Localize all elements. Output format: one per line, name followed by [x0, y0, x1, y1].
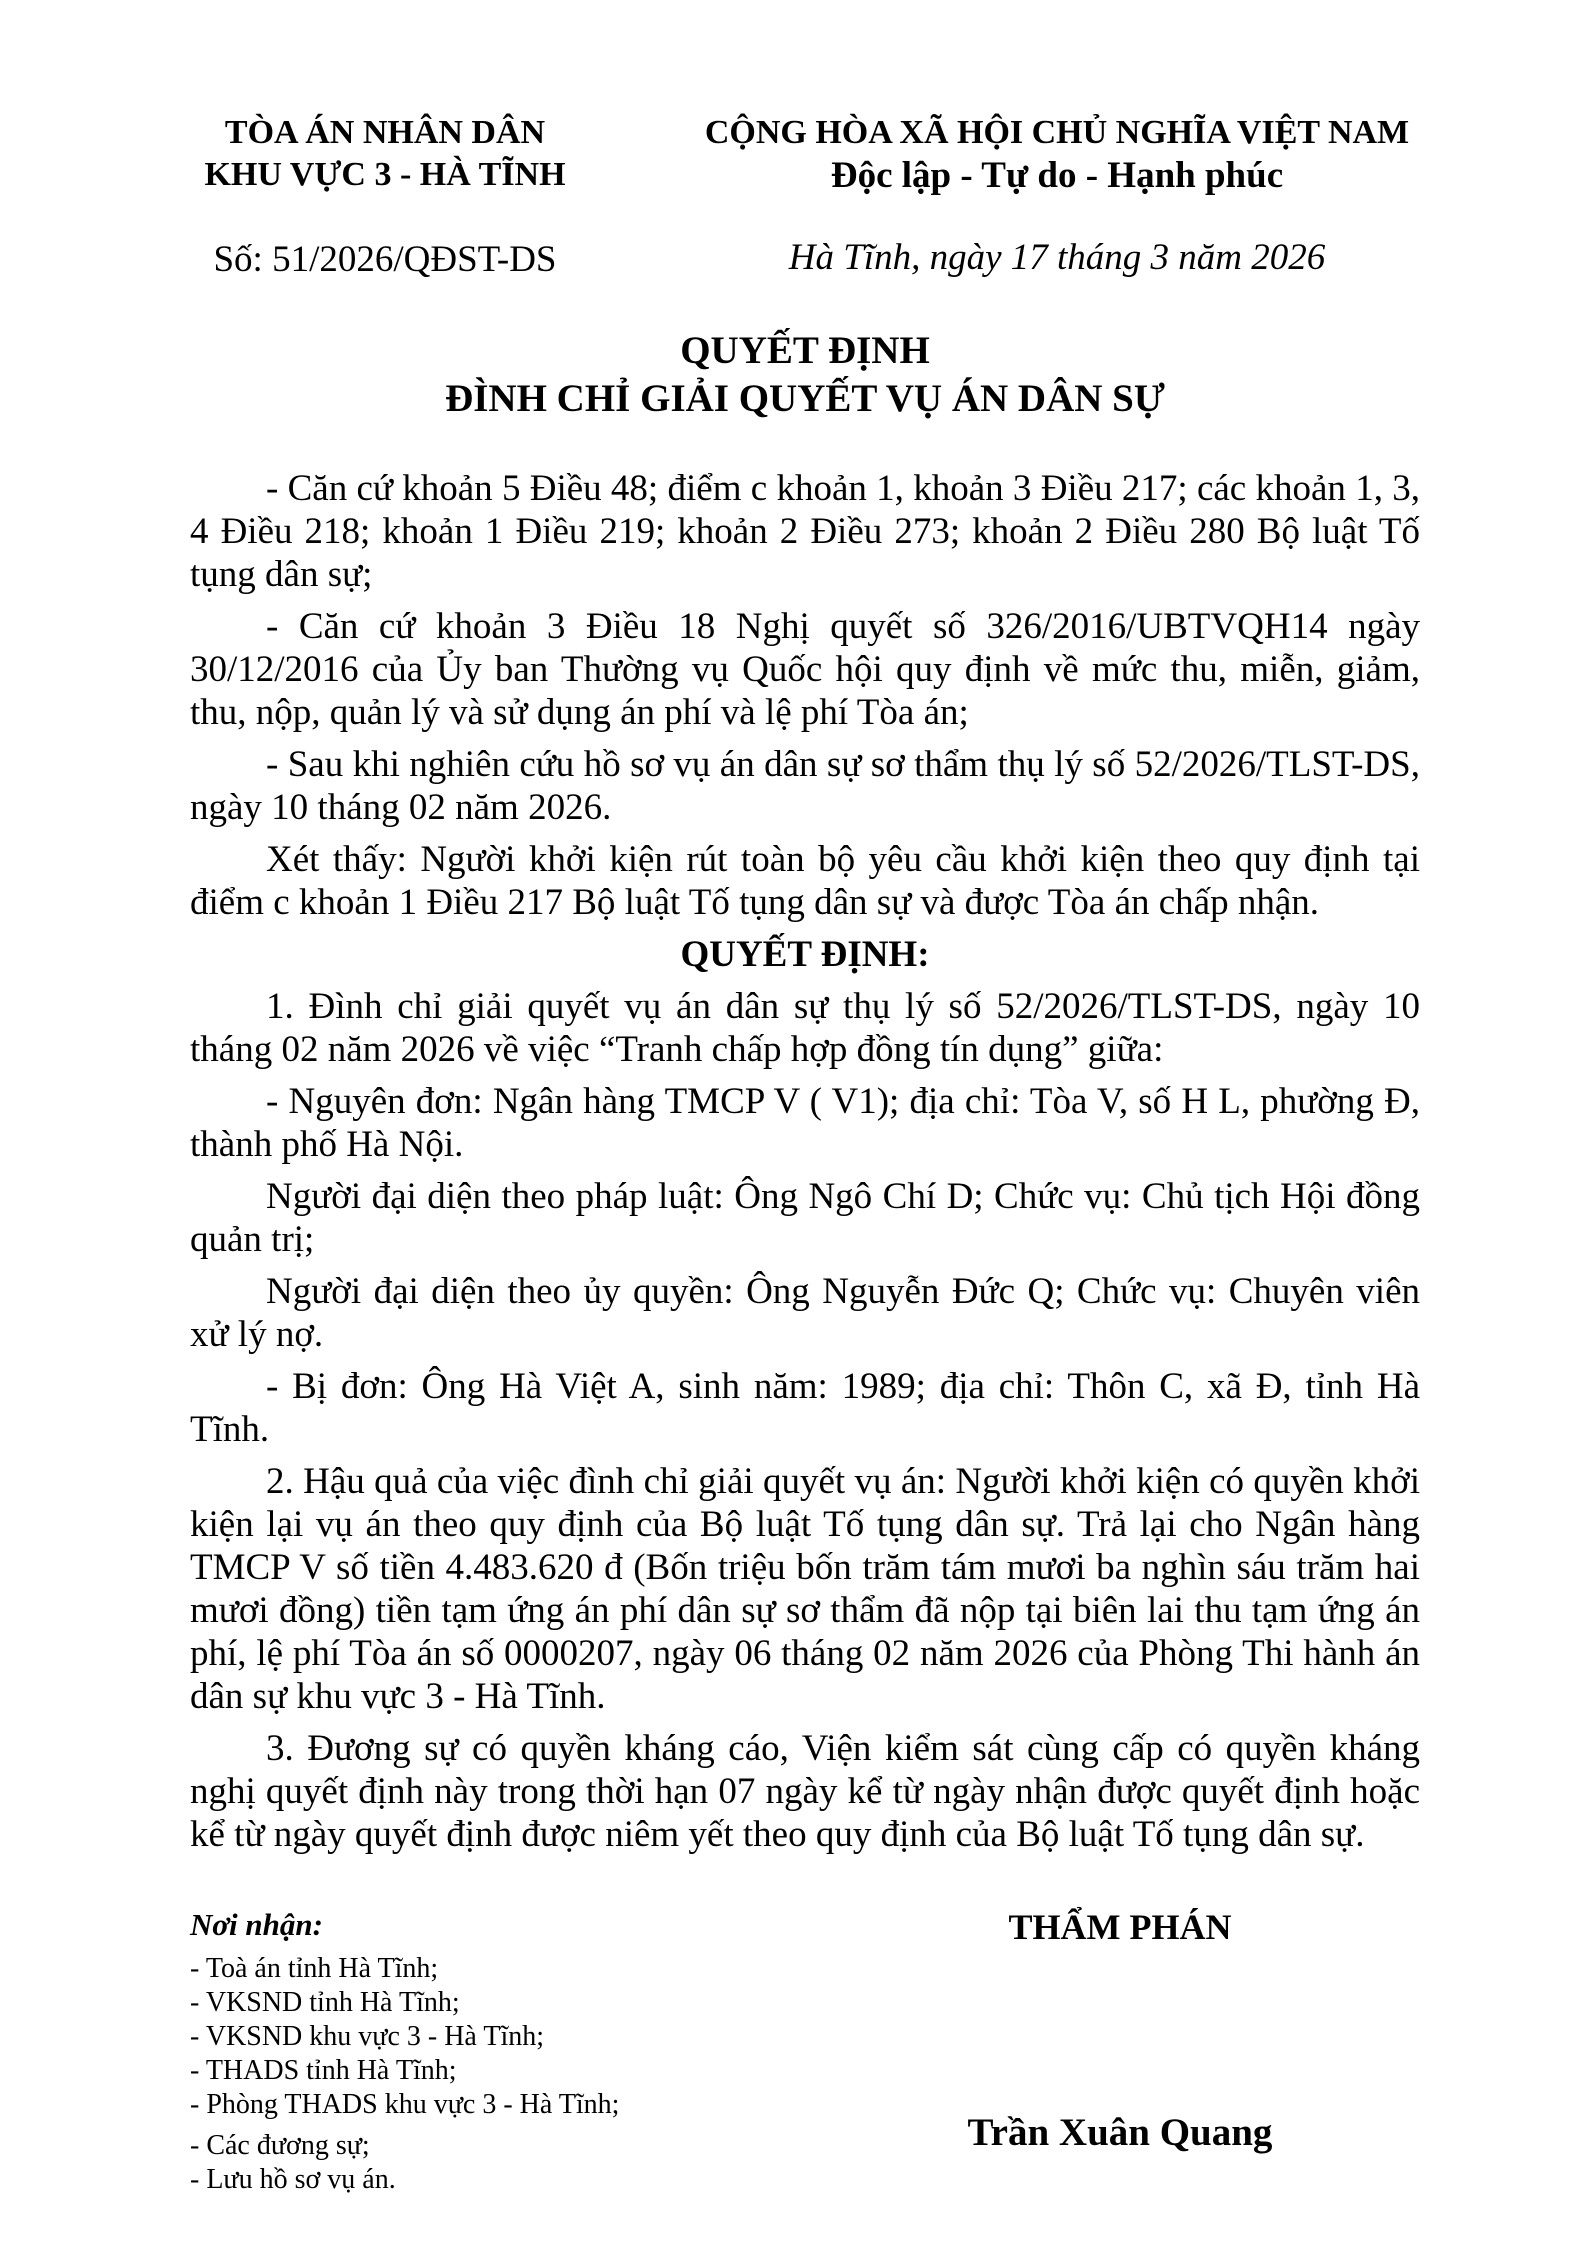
court-name-line1: TÒA ÁN NHÂN DÂN: [224, 114, 546, 151]
preamble-paragraph: Xét thấy: Người khởi kiện rút toàn bộ yêu cầu khởi kiện theo quy định tại điểm c khoản 1 Điều 217 Bộ luật Tố tụng dân sự và được Tòa án chấp nhận.: [190, 839, 1420, 923]
document-title: [190, 327, 1420, 423]
decision-paragraph-legal-representative: Người đại diện theo pháp luật: Ông Ngô Chí D; Chức vụ: Chủ tịch Hội đồng quản trị;: [190, 1176, 1420, 1260]
recipients-block: [190, 1906, 820, 2197]
court-name-line2: KHU VỰC 3 - HÀ TĨNH: [204, 156, 566, 193]
document-footer: [190, 1906, 1420, 2197]
signature-block: [820, 1906, 1420, 2156]
preamble-paragraph: - Sau khi nghiên cứu hồ sơ vụ án dân sự sơ thẩm thụ lý số 52/2026/TLST-DS, ngày 10 tháng 02 năm 2026.: [190, 744, 1420, 828]
recipient-item: - Phòng THADS khu vực 3 - Hà Tĩnh;: [190, 2089, 620, 2120]
decision-paragraph-authorized-representative: Người đại diện theo ủy quyền: Ông Nguyễn Đức Q; Chức vụ: Chuyên viên xử lý nợ.: [190, 1271, 1420, 1355]
document-title-line2: ĐÌNH CHỈ GIẢI QUYẾT VỤ ÁN DÂN SỰ: [445, 377, 1165, 420]
recipient-item: - Các đương sự;: [190, 2130, 370, 2161]
preamble-paragraph: - Căn cứ khoản 3 Điều 18 Nghị quyết số 326/2016/UBTVQH14 ngày 30/12/2016 của Ủy ban Thường vụ Quốc hội quy định về mức thu, miễn, giảm, thu, nộp, quản lý và sử dụng án phí và lệ phí Tòa án;: [190, 606, 1420, 733]
recipient-item: - Toà án tỉnh Hà Tĩnh;: [190, 1953, 439, 1984]
decision-paragraph-consequences: 2. Hậu quả của việc đình chỉ giải quyết vụ án: Người khởi kiện có quyền khởi kiện lại vụ án theo quy định của Bộ luật Tố tụng dân sự. Trả lại cho Ngân hàng TMCP V số tiền 4.483.620 đ (Bốn triệu bốn trăm tám mươi ba nghìn sáu trăm hai mươi đồng) tiền tạm ứng án phí dân sự sơ thẩm đã nộp tại biên lai thu tạm ứng án phí, lệ phí Tòa án số 0000207, ngày 06 tháng 02 năm 2026 của Phòng Thi hành án dân sự khu vực 3 - Hà Tĩnh.: [190, 1461, 1420, 1717]
document-body: [190, 467, 1420, 1856]
recipient-item: - Lưu hồ sơ vụ án.: [190, 2164, 396, 2195]
national-title: CỘNG HÒA XÃ HỘI CHỦ NGHĨA VIỆT NAM: [704, 114, 1410, 151]
place-date-line: Hà Tĩnh, ngày 17 tháng 3 năm 2026: [788, 237, 1326, 278]
decision-paragraph-defendant: - Bị đơn: Ông Hà Việt A, sinh năm: 1989; địa chỉ: Thôn C, xã Đ, tỉnh Hà Tĩnh.: [190, 1366, 1420, 1450]
document-number: Số: 51/2026/QĐST-DS: [213, 239, 557, 280]
signer-name: Trần Xuân Quang: [967, 2111, 1273, 2154]
signer-title: THẨM PHÁN: [1008, 1907, 1232, 1947]
recipients-label: Nơi nhận:: [190, 1907, 323, 1942]
decision-paragraph: 1. Đình chỉ giải quyết vụ án dân sự thụ lý số 52/2026/TLST-DS, ngày 10 tháng 02 năm 2026 về việc “Tranh chấp hợp đồng tín dụng” giữa:: [190, 986, 1420, 1070]
national-motto-block: [702, 112, 1412, 279]
preamble-paragraph: - Căn cứ khoản 5 Điều 48; điểm c khoản 1, khoản 3 Điều 217; các khoản 1, 3, 4 Điều 218; khoản 1 Điều 219; khoản 2 Điều 273; khoản 2 Điều 280 Bộ luật Tố tụng dân sự;: [190, 468, 1420, 595]
recipient-item: - VKSND khu vực 3 - Hà Tĩnh;: [190, 2021, 545, 2052]
national-motto: Độc lập - Tự do - Hạnh phúc: [830, 155, 1284, 196]
recipient-item: - VKSND tỉnh Hà Tĩnh;: [190, 1987, 460, 2018]
decision-paragraph-plaintiff: - Nguyên đơn: Ngân hàng TMCP V ( V1); địa chỉ: Tòa V, số H L, phường Đ, thành phố Hà Nội.: [190, 1081, 1420, 1165]
issuing-authority-block: [190, 112, 580, 281]
decision-paragraph-appeal-rights: 3. Đương sự có quyền kháng cáo, Viện kiểm sát cùng cấp có quyền kháng nghị quyết định này trong thời hạn 07 ngày kể từ ngày nhận được quyết định hoặc kể từ ngày quyết định được niêm yết theo quy định của Bộ luật Tố tụng dân sự.: [190, 1728, 1420, 1855]
recipient-item: - THADS tỉnh Hà Tĩnh;: [190, 2055, 457, 2086]
decision-section-heading: QUYẾT ĐỊNH:: [680, 934, 930, 975]
document-title-line1: QUYẾT ĐỊNH: [680, 329, 930, 372]
document-header: [190, 112, 1420, 281]
